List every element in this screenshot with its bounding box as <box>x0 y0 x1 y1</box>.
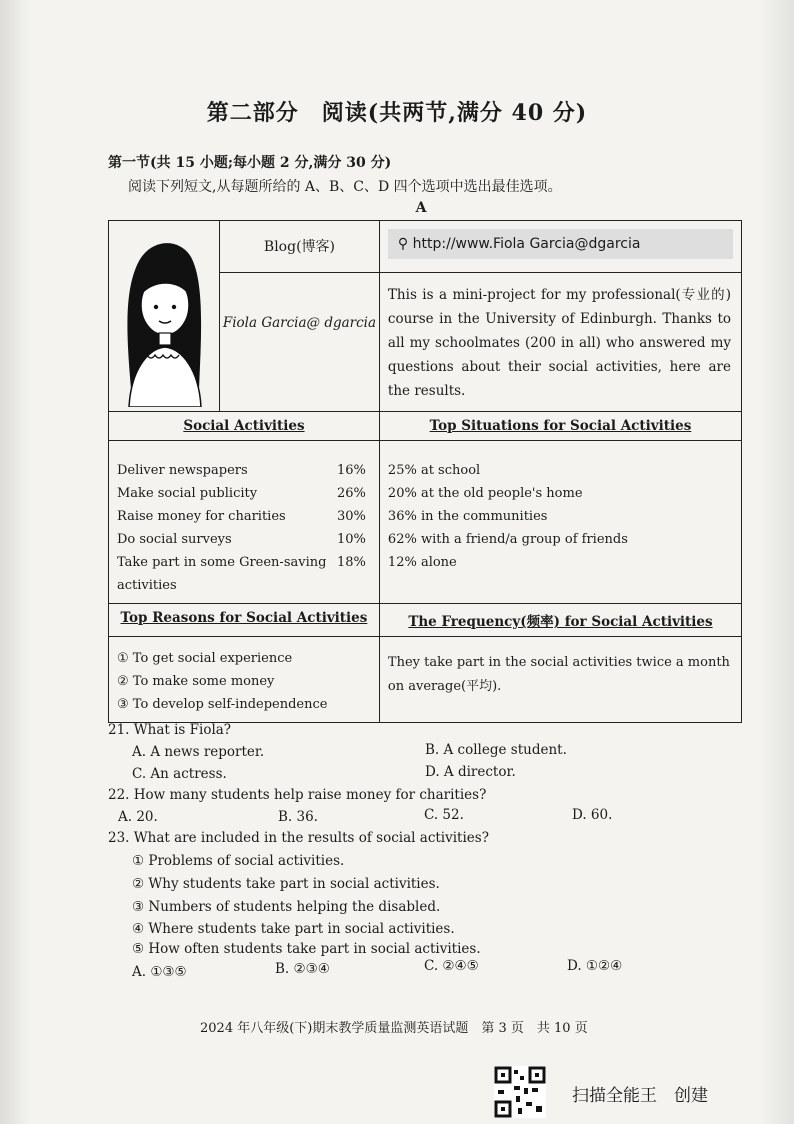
survey-table <box>108 220 742 723</box>
q23-item: ⑤ How often students take part in social activities. <box>132 941 481 957</box>
situation-row: 12% alone <box>387 555 457 570</box>
situation-row: 25% at school <box>387 463 481 478</box>
activity-row: Deliver newspapers 16% <box>117 463 366 478</box>
q23-option-a[interactable]: A. ①③⑤ <box>132 964 187 980</box>
q23-item: ② Why students take part in social activities. <box>132 876 440 892</box>
url-bar[interactable] <box>388 229 733 259</box>
section-title: 第二部分 阅读(共两节,满分 40 分) <box>206 100 588 126</box>
q21-option-b[interactable]: B. A college student. <box>425 742 567 758</box>
url-cell <box>379 221 741 273</box>
q23-option-b[interactable]: B. ②③④ <box>275 961 330 977</box>
subsection-heading: 第一节(共 15 小题;每小题 2 分,满分 30 分) <box>108 155 392 171</box>
page-footer: 2024 年八年级(下)期末教学质量监测英语试题 第 3 页 共 10 页 <box>200 1021 588 1036</box>
q23-stem: 23. What are included in the results of social activities? <box>108 830 489 846</box>
q22-stem: 22. How many students help raise money for charities? <box>108 787 487 803</box>
q21-option-c[interactable]: C. An actress. <box>132 766 227 782</box>
activity-row: Take part in some Green-saving activities 18% <box>117 555 366 593</box>
instruction-text: 阅读下列短文,从每题所给的 A、B、C、D 四个选项中选出最佳选项。 <box>128 179 562 195</box>
q21-option-a[interactable]: A. A news reporter. <box>132 744 265 760</box>
passage-letter: A <box>415 200 427 216</box>
q23-item: ① Problems of social activities. <box>132 853 345 869</box>
reason-row: ③ To develop self-independence <box>117 697 328 712</box>
q23-item: ③ Numbers of students helping the disabled. <box>132 899 441 915</box>
q23-item: ④ Where students take part in social activities. <box>132 921 455 937</box>
frequency-cell <box>379 637 741 723</box>
portrait-cell <box>109 221 220 412</box>
situation-row: 62% with a friend/a group of friends <box>387 532 628 547</box>
q21-option-d[interactable]: D. A director. <box>425 764 516 780</box>
q23-option-c[interactable]: C. ②④⑤ <box>424 958 479 974</box>
blog-label: Blog(博客) <box>220 221 380 273</box>
q23-option-d[interactable]: D. ①②④ <box>567 958 623 974</box>
situation-row: 20% at the old people's home <box>387 486 583 501</box>
top-reasons-list <box>109 637 380 723</box>
top-situations-list <box>379 441 741 604</box>
girl-portrait-icon <box>109 221 219 407</box>
author-name: Fiola Garcia@ dgarcia <box>222 314 377 331</box>
social-activities-list <box>109 441 380 604</box>
activity-row: Raise money for charities 30% <box>117 509 366 524</box>
q21-stem: 21. What is Fiola? <box>108 722 232 738</box>
frequency-text: They take part in the social activities twice a month on average(平均). <box>387 655 730 694</box>
reason-row: ① To get social experience <box>117 651 293 666</box>
scanner-watermark: 扫描全能王 创建 <box>572 1086 708 1106</box>
q22-option-a[interactable]: A. 20. <box>118 809 158 825</box>
reason-row: ② To make some money <box>117 674 275 689</box>
q22-option-c[interactable]: C. 52. <box>424 807 464 823</box>
url-text: http://www.Fiola Garcia@dgarcia <box>412 236 641 252</box>
search-icon: ⚲ <box>397 236 409 252</box>
frequency-header: The Frequency(频率) for Social Activities <box>379 604 741 637</box>
activity-row: Make social publicity 26% <box>117 486 366 501</box>
author-cell <box>220 272 380 411</box>
social-activities-header: Social Activities <box>109 412 380 441</box>
top-situations-header: Top Situations for Social Activities <box>379 412 741 441</box>
qr-code-icon <box>494 1066 546 1118</box>
blog-intro: This is a mini-project for my professional(专业的) course in the University of Edinburgh. Thanks to all my schoolmates (200 in all) who answered my questions about their social activities, here are the results. <box>379 272 741 411</box>
q22-option-d[interactable]: D. 60. <box>572 807 613 823</box>
activity-row: Do social surveys 10% <box>117 532 366 547</box>
q22-option-b[interactable]: B. 36. <box>278 809 318 825</box>
situation-row: 36% in the communities <box>387 509 548 524</box>
top-reasons-header: Top Reasons for Social Activities <box>109 604 380 637</box>
